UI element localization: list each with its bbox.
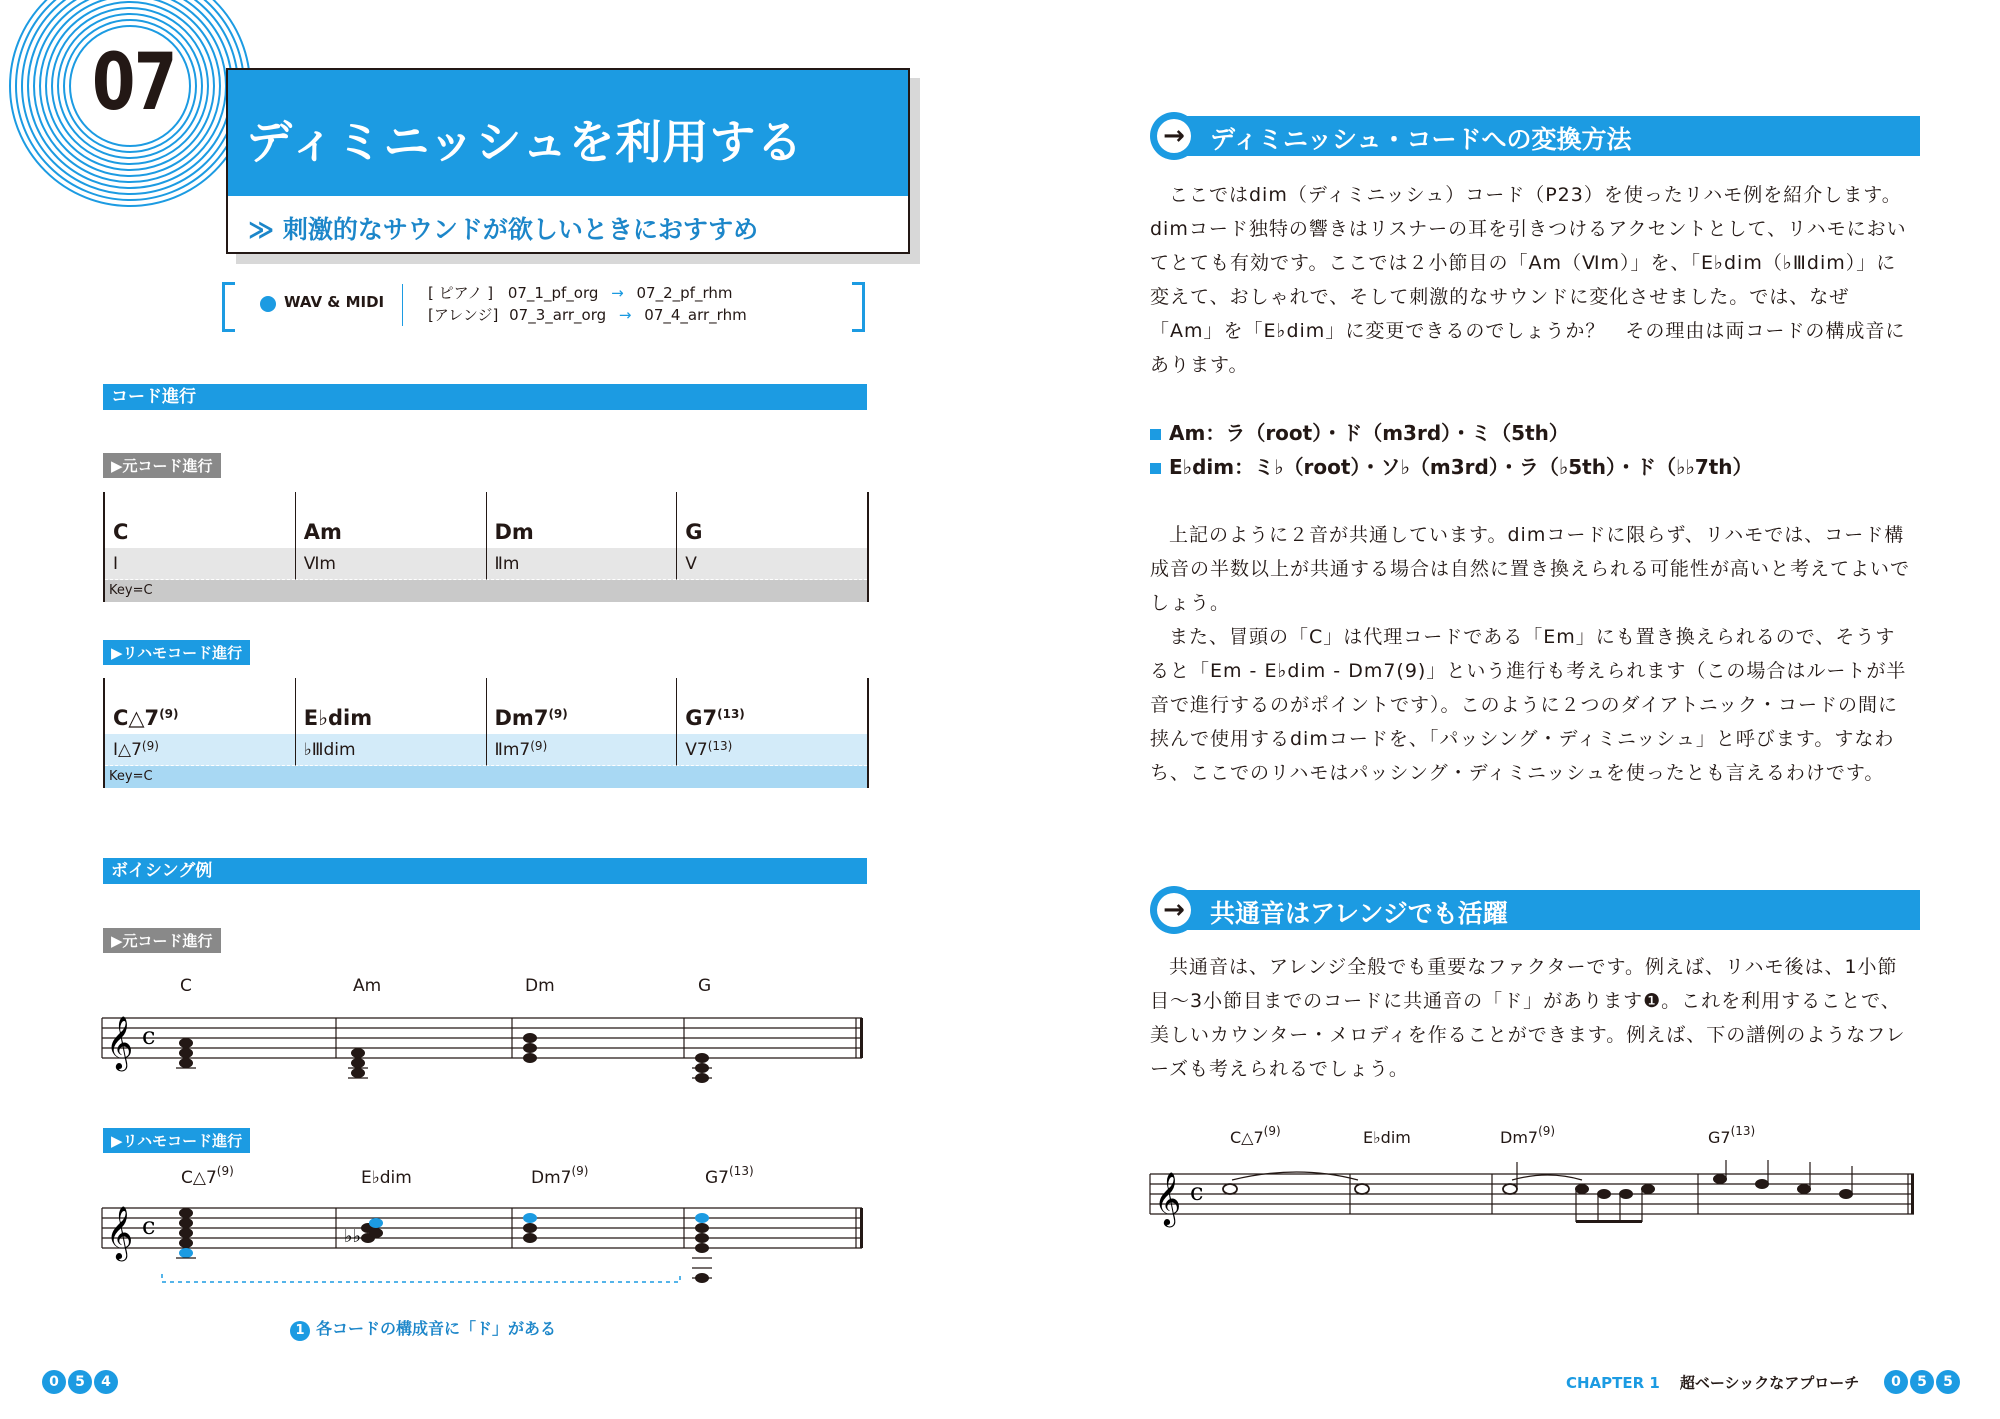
- chord-name: Dm7$^{(9)}$: [1500, 1124, 1556, 1147]
- voicing-orig-staff: [100, 1008, 866, 1088]
- chord-cell: G: [676, 492, 867, 548]
- heading-conversion-text: ディミニッシュ・コードへの変換方法: [1210, 125, 1632, 154]
- chord-cell: Dm7$^{(9)}$: [486, 678, 677, 734]
- chord-cell: G7$^{(13)}$: [676, 678, 867, 734]
- heading-conversion: [1150, 112, 1920, 156]
- paragraph: また、冒頭の「C」は代理コードである「Em」にも置き換えられるので、そうすると「Em - E♭dim - Dm7(9)」という進行も考えられます（この場合はルートが半音で進行するのがポイントです）。このように２つのダイアトニック・コードの間に挟んで使用するdimコードを、「パッシング・ディミニッシュ」と呼びます。すなわち、ここでのリハモはパッシング・ディミニッシュを使ったとも言えるわけです。: [1150, 626, 1907, 784]
- chord-name: E♭dim: [1363, 1128, 1411, 1147]
- audio-row2-label: [アレンジ]: [428, 306, 499, 324]
- audio-row2-to[interactable]: 07_4_arr_rhm: [644, 306, 747, 324]
- orig-progression-tag: ▶元コード進行: [103, 453, 221, 478]
- svg-text:c: c: [142, 1022, 156, 1050]
- arrow-right-icon: →: [1157, 893, 1191, 927]
- heading-arrange: [1150, 886, 1920, 930]
- page-subtitle: ≫ 刺激的なサウンドが欲しいときにおすすめ: [248, 215, 759, 244]
- degree-cell: Ⅱm: [486, 548, 677, 580]
- voicing-reharm-chord-names: [103, 1164, 863, 1190]
- paragraph: 共通音は、アレンジ全般でも重要なファクターです。例えば、リハモ後は、1小節目～3小節目までのコードに共通音の「ド」があります❶。これを利用することで、美しいカウンター・メロディを作ることができます。例えば、下の譜例のようなフレーズも考えられるでしょう。: [1150, 956, 1906, 1080]
- paragraph-arrange: [1150, 950, 1912, 1086]
- chapter-label: CHAPTER 1: [1566, 1374, 1660, 1392]
- degree-cell: Ⅴ: [676, 548, 867, 580]
- section-bar-voicing: ボイシング例: [103, 858, 867, 884]
- svg-text:𝄞: 𝄞: [106, 1015, 134, 1069]
- voicing-note-text: 各コードの構成音に「ド」がある: [316, 1319, 557, 1338]
- arrow-icon: →: [611, 284, 624, 302]
- reharm-chord-table: [103, 678, 869, 788]
- chord-name: E♭dim: [361, 1168, 412, 1188]
- melody-staff: [1148, 1160, 1918, 1240]
- orig-chord-table: [103, 492, 869, 602]
- audio-row1-from[interactable]: 07_1_pf_org: [507, 284, 599, 302]
- bullet-ebdim: E♭dim：ミ♭（root）・ソ♭（m3rd）・ラ（♭5th）・ド（♭♭7th）: [1150, 450, 1753, 484]
- melody-chord-names: [1150, 1124, 1920, 1150]
- chord-name: G7$^{(13)}$: [1708, 1124, 1756, 1147]
- chord-name: Dm: [525, 976, 555, 996]
- chord-name: C△7$^{(9)}$: [1230, 1124, 1281, 1147]
- paragraph-conversion: [1150, 178, 1912, 382]
- degree-cell: ♭Ⅲdim: [295, 734, 486, 766]
- reharm-progression-tag: ▶リハモコード進行: [103, 640, 250, 665]
- svg-text:c: c: [1190, 1178, 1204, 1206]
- chord-cell: C: [113, 520, 129, 544]
- page-number-right: 0 5 5: [1884, 1370, 1960, 1394]
- bullet-am: Am：ラ（root）・ド（m3rd）・ミ（5th）: [1150, 416, 1569, 450]
- audio-bracket-left: [222, 282, 235, 332]
- page-number-left: 0 5 4: [42, 1370, 118, 1394]
- note-number-badge: 1: [290, 1321, 310, 1341]
- arrow-right-icon: →: [1157, 119, 1191, 153]
- heading-arrange-text: 共通音はアレンジでも活躍: [1210, 899, 1508, 928]
- degree-cell: Ⅵm: [295, 548, 486, 580]
- voicing-orig-tag: ▶元コード進行: [103, 928, 221, 953]
- voicing-reharm-staff: [100, 1198, 866, 1298]
- chord-cell: Dm: [486, 492, 677, 548]
- voicing-reharm-tag: ▶リハモコード進行: [103, 1128, 250, 1153]
- paragraph: 上記のように２音が共通しています。dimコードに限らず、リハモでは、コード構成音の半数以上が共通する場合は自然に置き換えられる可能性が高いと考えてよいでしょう。: [1150, 524, 1911, 614]
- chord-cell: E♭dim: [295, 678, 486, 734]
- paragraph-common-tones: [1150, 518, 1912, 790]
- audio-label: WAV & MIDI: [284, 293, 385, 311]
- voicing-orig-chord-names: [103, 976, 863, 996]
- svg-text:c: c: [142, 1212, 156, 1240]
- paragraph: ここではdim（ディミニッシュ）コード（P23）を使ったリハモ例を紹介します。dimコード独特の響きはリスナーの耳を引きつけるアクセントとして、リハモにおいてとても有効です。ここでは２小節目の「Am（Ⅵm）」を、「E♭dim（♭Ⅲdim）」に変えて、おしゃれで、そして刺激的なサウンドに変化させました。では、なぜ「Am」を「E♭dim」に変更できるのでしょうか？ その理由は両コードの構成音にあります。: [1150, 184, 1907, 376]
- chord-name: Am: [353, 976, 382, 996]
- chord-name: G: [698, 976, 712, 996]
- arrow-icon: →: [618, 306, 632, 324]
- title-box: [226, 68, 910, 200]
- audio-file-list: [428, 282, 747, 326]
- chapter-number: 07: [92, 38, 176, 128]
- chord-name: C△7$^{(9)}$: [181, 1164, 234, 1188]
- audio-divider: [402, 284, 403, 326]
- svg-text:♭♭: ♭♭: [344, 1226, 361, 1247]
- degree-cell: Ⅰ△7$^{(9)}$: [105, 734, 295, 766]
- degree-cell: Ⅴ7$^{(13)}$: [676, 734, 867, 766]
- key-label: Key=C: [105, 766, 867, 788]
- chord-name: C: [180, 976, 192, 996]
- chord-cell: Am: [295, 492, 486, 548]
- audio-icon: [260, 296, 276, 312]
- key-label: Key=C: [105, 580, 867, 602]
- svg-text:𝄞: 𝄞: [1154, 1171, 1182, 1225]
- degree-cell: Ⅰ: [105, 548, 295, 580]
- audio-row1-to[interactable]: 07_2_pf_rhm: [636, 284, 733, 302]
- voicing-note: [290, 1316, 556, 1341]
- chapter-title: 超ベーシックなアプローチ: [1679, 1374, 1860, 1392]
- chord-cell: C△7$^{(9)}$: [113, 706, 179, 730]
- chord-name: G7$^{(13)}$: [705, 1164, 754, 1188]
- audio-row1-label: [ ピアノ ]: [428, 284, 494, 302]
- chord-name: Dm7$^{(9)}$: [531, 1164, 589, 1188]
- page-title: ディミニッシュを利用する: [246, 115, 804, 169]
- audio-row2-from[interactable]: 07_3_arr_org: [509, 306, 607, 324]
- audio-bracket-right: [852, 282, 865, 332]
- footer-chapter: [1566, 1372, 1859, 1393]
- svg-text:𝄞: 𝄞: [106, 1205, 134, 1259]
- degree-cell: Ⅱm7$^{(9)}$: [486, 734, 677, 766]
- subtitle-box: [226, 196, 910, 254]
- section-bar-chord: コード進行: [103, 384, 867, 410]
